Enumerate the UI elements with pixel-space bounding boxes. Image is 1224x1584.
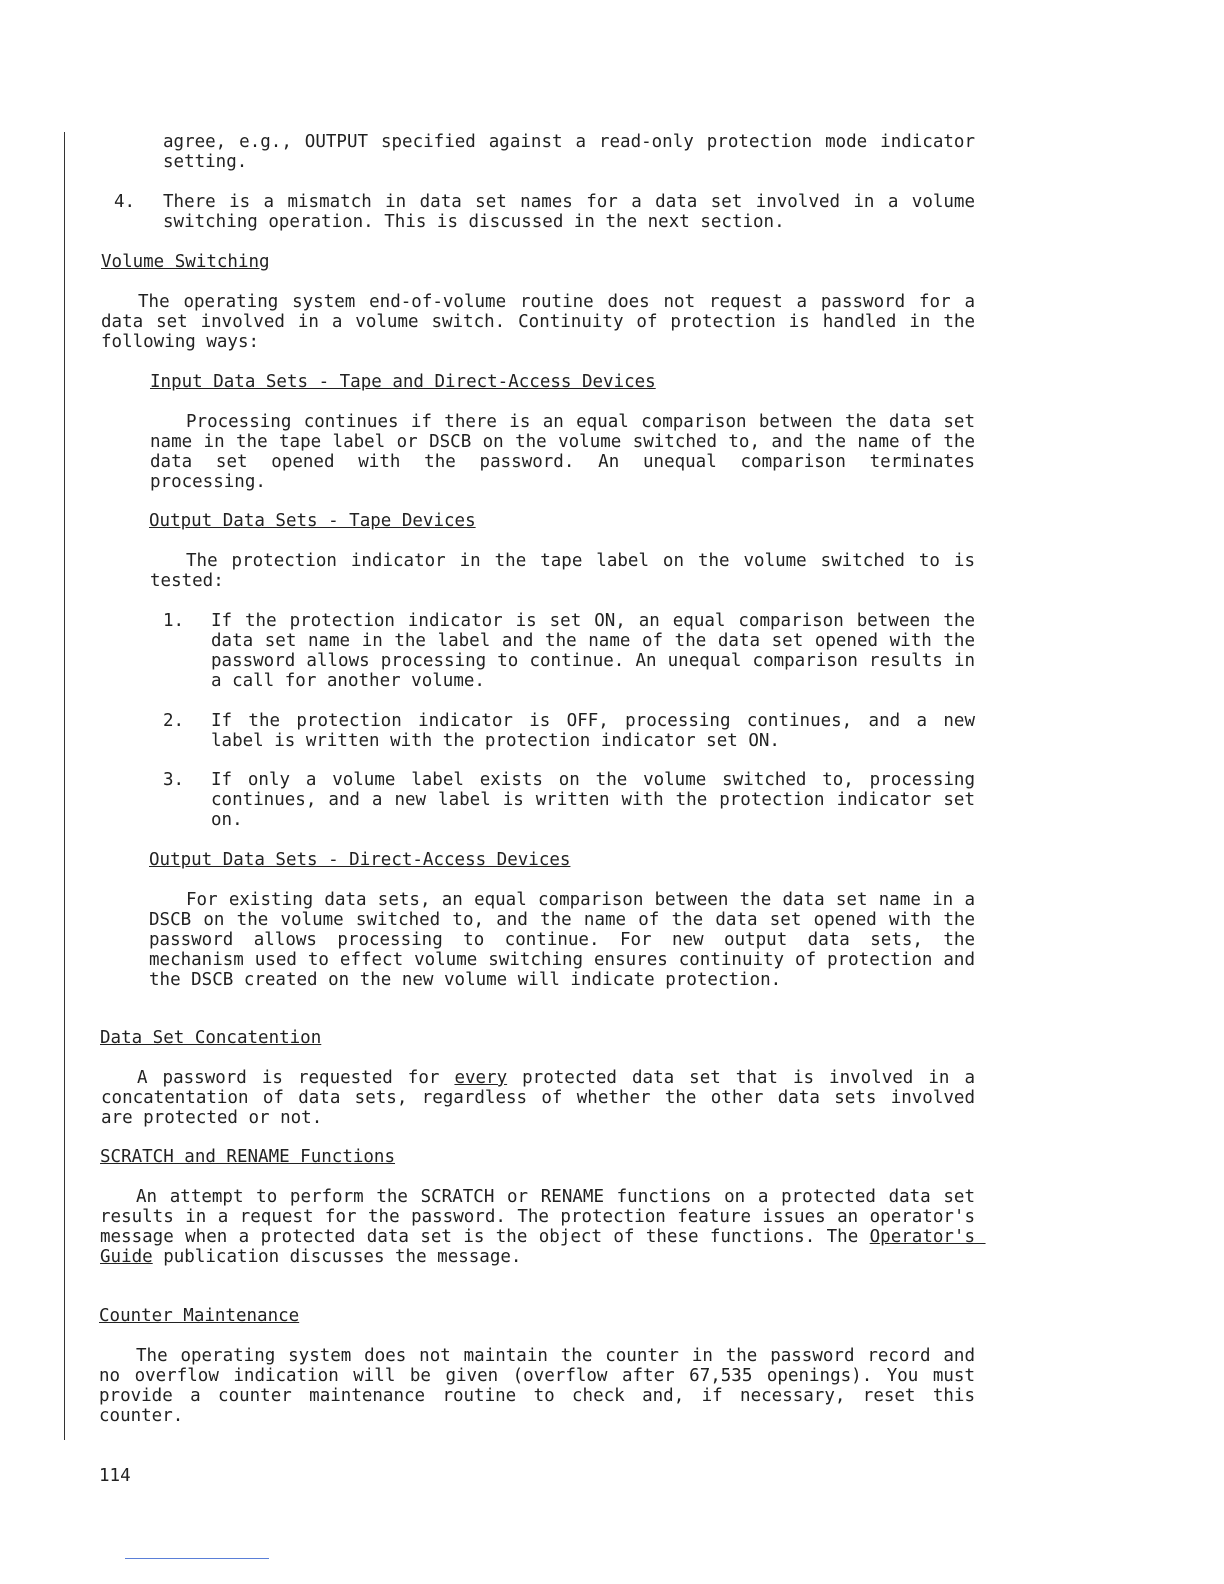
concatenation-text-start: A password is requested for — [137, 1068, 455, 1088]
list-item-3: If only a volume label exists on the volume switched to, processing continues, and a new label is written with the protection indicator set on. — [211, 770, 986, 830]
counter-maintenance-paragraph: The operating system does not maintain the counter in the password record and no overflow indication will be given (overflow after 67,535 openings). You must provide a counter maintenance routine to check and, if necessary, reset this counter. — [99, 1346, 986, 1426]
concatenation-emphasis: every — [454, 1068, 508, 1088]
input-data-sets-heading: Input Data Sets - Tape and Direct-Access Devices — [150, 372, 656, 392]
output-direct-access-heading: Output Data Sets - Direct-Access Devices — [149, 850, 571, 870]
list-item-4: There is a mismatch in data set names for a data set involved in a volume switching operation. This is discussed in the next section. — [163, 192, 986, 232]
page-number: 114 — [99, 1466, 131, 1486]
list-number-2: 2. — [163, 711, 185, 731]
revision-bar — [64, 132, 65, 1440]
list-number-1: 1. — [163, 611, 185, 631]
list-item-1: If the protection indicator is set ON, an equal comparison between the data set name in the label and the name of the data set opened with the password allows processing to continue. An unequal comparison results in a call for another volume. — [211, 611, 986, 691]
output-direct-access-paragraph: For existing data sets, an equal comparison between the data set name in a DSCB on the volume switched to, and the name of the data set opened with the password allows processing to continue. For new output data sets, the mechanism used to effect volume switching ensures continuity of protection and the DSCB created on the new volume will indicate protection. — [149, 890, 986, 990]
concatenation-paragraph — [101, 1068, 986, 1128]
scratch-text-start: An attempt to perform the SCRATCH or RENAME functions on a protected data set results in a request for the password. The protection feature issues an operator's message when a protected data set is the object of these functions. The — [100, 1187, 986, 1247]
scratch-rename-heading: SCRATCH and RENAME Functions — [100, 1147, 396, 1167]
list-number-4: 4. — [114, 192, 136, 212]
list-number-3: 3. — [163, 770, 185, 790]
scratch-text-end: publication discusses the message. — [152, 1247, 522, 1267]
footer-rule — [125, 1558, 269, 1559]
operators-guide-reference: Operator's Guide — [100, 1227, 986, 1267]
volume-switching-heading: Volume Switching — [101, 252, 270, 272]
concatenation-text-end: protected data set that is involved in a concatentation of data sets, regardless of whether the other data sets involved are protected or not. — [101, 1068, 986, 1128]
output-tape-heading: Output Data Sets - Tape Devices — [149, 511, 476, 531]
concatenation-heading: Data Set Concatention — [100, 1028, 322, 1048]
list-item-2: If the protection indicator is OFF, processing continues, and a new label is written with the protection indicator set ON. — [211, 711, 986, 751]
input-data-sets-paragraph: Processing continues if there is an equal comparison between the data set name in the tape label or DSCB on the volume switched to, and the name of the data set opened with the password. An unequal comparison terminates processing. — [150, 412, 986, 492]
continuation-paragraph: agree, e.g., OUTPUT specified against a read-only protection mode indicator setting. — [163, 132, 986, 172]
output-tape-paragraph: The protection indicator in the tape label on the volume switched to is tested: — [150, 551, 986, 591]
volume-switching-intro: The operating system end-of-volume routine does not request a password for a data set involved in a volume switch. Continuity of protection is handled in the following ways: — [101, 292, 986, 352]
scratch-rename-paragraph — [100, 1187, 986, 1267]
counter-maintenance-heading: Counter Maintenance — [99, 1306, 300, 1326]
